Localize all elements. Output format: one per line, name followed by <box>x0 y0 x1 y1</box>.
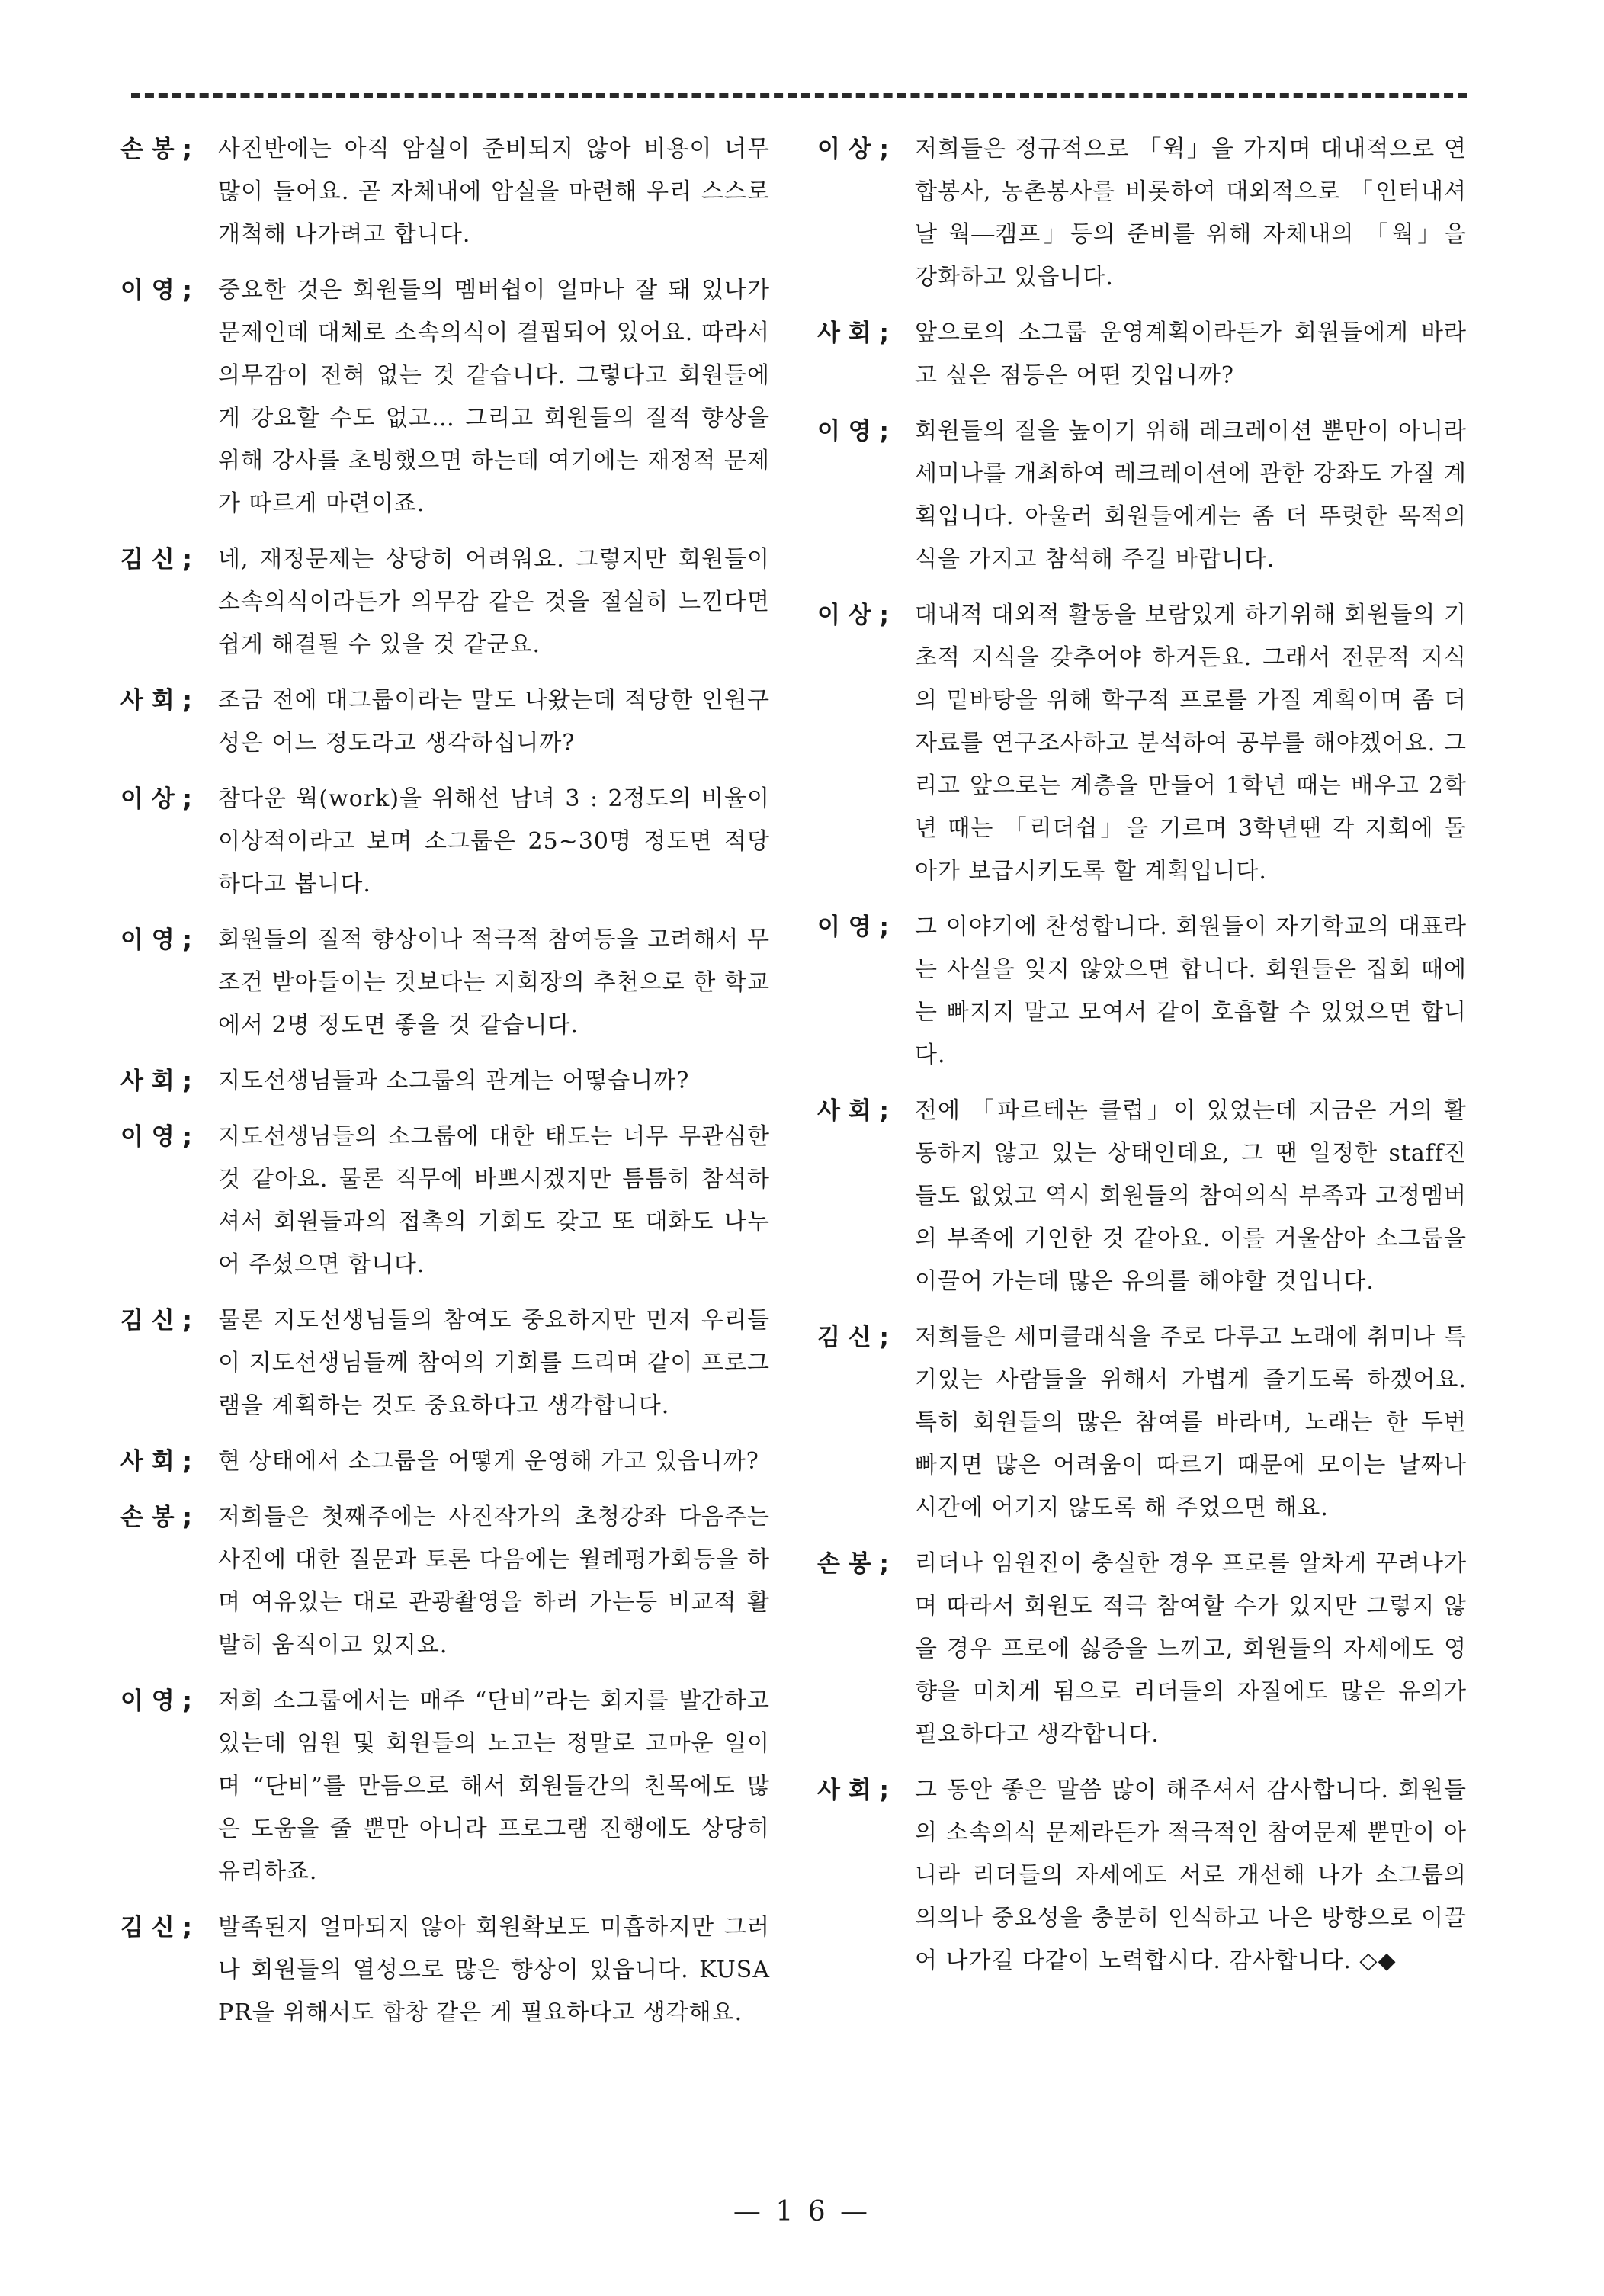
speaker-label: 사 회 ; <box>817 320 889 347</box>
dialogue-entry <box>120 1496 770 1667</box>
dialogue-text: 저희들은 정규적으로 「웍」을 가지며 대내적으로 연합봉사, 농촌봉사를 비롯하여 대외적으로 「인터내셔날 웍―캠프」등의 준비를 위해 자체내의 「웍」을 강화하고 있읍니다. <box>915 136 1467 291</box>
dialogue-entry <box>120 1299 770 1427</box>
dialogue-entry <box>120 778 770 906</box>
dialogue-text: 저희들은 세미클래식을 주로 다루고 노래에 취미나 특기있는 사람들을 위해서 가볍게 즐기도록 하겠어요. 특히 회원들의 많은 참여를 바라며, 노래는 한 두번 빠지면 많은 어려움이 따르기 때문에 모이는 날짜나 시간에 어기지 않도록 해 주었으면 해요. <box>915 1324 1467 1521</box>
dialogue-text: 리더나 임원진이 충실한 경우 프로를 알차게 꾸려나가며 따라서 회원도 적극 참여할 수가 있지만 그렇지 않을 경우 프로에 싫증을 느끼고, 회원들의 자세에도 영향을 미치게 됨으로 리더들의 자질에도 많은 유의가 필요하다고 생각합니다. <box>915 1550 1467 1748</box>
speaker-label: 이 영 ; <box>120 277 192 304</box>
speaker-label: 사 회 ; <box>120 1068 192 1095</box>
speaker-label: 김 신 ; <box>817 1324 889 1351</box>
speaker-label: 이 상 ; <box>120 785 192 813</box>
dialogue-entry <box>120 1906 770 2034</box>
page-number: — 1 6 — <box>733 2196 871 2227</box>
speaker-label: 손 봉 ; <box>120 136 192 163</box>
speaker-label: 사 회 ; <box>817 1097 889 1125</box>
dialogue-text: 조금 전에 대그룹이라는 말도 나왔는데 적당한 인원구성은 어느 정도라고 생각하십니까? <box>218 687 770 756</box>
dialogue-text: 그 이야기에 찬성합니다. 회원들이 자기학교의 대표라는 사실을 잊지 않았으면 합니다. 회원들은 집회 때에는 빠지지 말고 모여서 같이 호흡할 수 있었으면 합니다. <box>915 914 1467 1068</box>
speaker-label: 이 영 ; <box>817 914 889 941</box>
dialogue-entry <box>817 1316 1467 1530</box>
speaker-label: 사 회 ; <box>120 687 192 714</box>
right-column <box>817 128 1467 1996</box>
dialogue-text: 지도선생님들과 소그룹의 관계는 어떻습니까? <box>218 1068 690 1094</box>
dialogue-entry <box>120 269 770 525</box>
dialogue-entry <box>817 1769 1467 1983</box>
dialogue-text: 참다운 웍(work)을 위해선 남녀 3 : 2정도의 비율이 이상적이라고 보며 소그룹은 25~30명 정도면 적당하다고 봅니다. <box>218 785 770 898</box>
dialogue-entry <box>120 919 770 1047</box>
speaker-label: 이 영 ; <box>817 418 889 445</box>
dialogue-entry <box>817 410 1467 581</box>
dialogue-entry <box>120 538 770 666</box>
dialogue-entry <box>120 128 770 256</box>
dialogue-text: 대내적 대외적 활동을 보람있게 하기위해 회원들의 기초적 지식을 갖추어야 하거든요. 그래서 전문적 지식의 밑바탕을 위해 학구적 프로를 가질 계획이며 좀 더 자료를 연구조사하고 분석하여 공부를 해야겠어요. 그리고 앞으로는 계층을 만들어 1학년 때는 배우고 2학년 때는 「리더쉽」을 기르며 3학년땐 각 지회에 돌아가 보급시키도록 할 계획입니다. <box>915 602 1467 885</box>
speaker-label: 손 봉 ; <box>817 1550 889 1578</box>
speaker-label: 이 상 ; <box>817 602 889 629</box>
dialogue-text: 저희 소그룹에서는 매주 “단비”라는 회지를 발간하고 있는데 임원 및 회원들의 노고는 정말로 고마운 일이며 “단비”를 만듬으로 해서 회원들간의 친목에도 많은 도움을 줄 뿐만 아니라 프로그램 진행에도 상당히 유리하죠. <box>218 1687 770 1885</box>
speaker-label: 김 신 ; <box>120 546 192 573</box>
dialogue-entry <box>120 1680 770 1893</box>
dialogue-text: 네, 재정문제는 상당히 어려워요. 그렇지만 회원들이 소속의식이라든가 의무감 같은 것을 절실히 느낀다면 쉽게 해결될 수 있을 것 같군요. <box>218 546 770 658</box>
dialogue-text: 전에 「파르테논 클럽」이 있었는데 지금은 거의 활동하지 않고 있는 상태인데요, 그 땐 일정한 staff진들도 없었고 역시 회원들의 참여의식 부족과 고정멤버의 부족에 기인한 것 같아요. 이를 거울삼아 소그룹을 이끌어 가는데 많은 유의를 해야할 것입니다. <box>915 1097 1467 1295</box>
speaker-label: 이 영 ; <box>120 926 192 954</box>
speaker-label: 김 신 ; <box>120 1307 192 1334</box>
dialogue-entry <box>817 906 1467 1077</box>
speaker-label: 이 상 ; <box>817 136 889 163</box>
top-dashed-rule <box>131 93 1467 98</box>
speaker-label: 이 영 ; <box>120 1687 192 1715</box>
dialogue-entry <box>817 1090 1467 1303</box>
dialogue-text: 사진반에는 아직 암실이 준비되지 않아 비용이 너무 많이 들어요. 곧 자체내에 암실을 마련해 우리 스스로 개척해 나가려고 합니다. <box>218 136 770 248</box>
speaker-label: 사 회 ; <box>817 1777 889 1804</box>
dialogue-entry <box>120 1440 770 1483</box>
dialogue-text: 중요한 것은 회원들의 멤버쉽이 얼마나 잘 돼 있나가 문제인데 대체로 소속의식이 결핍되어 있어요. 따라서 의무감이 전혀 없는 것 같습니다. 그렇다고 회원들에게 강요할 수도 없고… 그리고 회원들의 질적 향상을 위해 강사를 초빙했으면 하는데 여기에는 재정적 문제가 따르게 마련이죠. <box>218 277 770 517</box>
dialogue-text: 발족된지 얼마되지 않아 회원확보도 미흡하지만 그러나 회원들의 열성으로 많은 향상이 있읍니다. KUSA PR을 위해서도 합창 같은 게 필요하다고 생각해요. <box>218 1914 770 2026</box>
dialogue-text: 지도선생님들의 소그룹에 대한 태도는 너무 무관심한 것 같아요. 물론 직무에 바쁘시겠지만 틈틈히 참석하셔서 회원들과의 접촉의 기회도 갖고 또 대화도 나누어 주셨으면 합니다. <box>218 1123 770 1278</box>
dialogue-entry <box>817 594 1467 893</box>
speaker-label: 이 영 ; <box>120 1123 192 1151</box>
dialogue-entry <box>817 312 1467 397</box>
dialogue-entry <box>120 1060 770 1103</box>
dialogue-text: 저희들은 첫째주에는 사진작가의 초청강좌 다음주는 사진에 대한 질문과 토론 다음에는 월례평가회등을 하며 여유있는 대로 관광촬영을 하러 가는등 비교적 활발히 움직이고 있지요. <box>218 1504 770 1659</box>
dialogue-text: 현 상태에서 소그룹을 어떻게 운영해 가고 있읍니까? <box>218 1448 759 1475</box>
dialogue-text: 그 동안 좋은 말씀 많이 해주셔서 감사합니다. 회원들의 소속의식 문제라든가 적극적인 참여문제 뿐만이 아니라 리더들의 자세에도 서로 개선해 나가 소그룹의 의의나 중요성을 충분히 인식하고 나은 방향으로 이끌어 나가길 다같이 노력합시다. 감사합니다. ◇◆ <box>915 1777 1467 1974</box>
speaker-label: 손 봉 ; <box>120 1504 192 1531</box>
dialogue-entry <box>817 128 1467 299</box>
dialogue-entry <box>817 1543 1467 1756</box>
dialogue-entry <box>120 679 770 765</box>
dialogue-text: 물론 지도선생님들의 참여도 중요하지만 먼저 우리들이 지도선생님들께 참여의 기회를 드리며 같이 프로그램을 계획하는 것도 중요하다고 생각합니다. <box>218 1307 770 1419</box>
dialogue-text: 회원들의 질을 높이기 위해 레크레이션 뿐만이 아니라 세미나를 개최하여 레크레이션에 관한 강좌도 가질 계획입니다. 아울러 회원들에게는 좀 더 뚜렷한 목적의식을 가지고 참석해 주길 바랍니다. <box>915 418 1467 573</box>
left-column <box>120 128 770 2047</box>
dialogue-text: 앞으로의 소그룹 운영계획이라든가 회원들에게 바라고 싶은 점등은 어떤 것입니까? <box>915 320 1467 389</box>
dialogue-entry <box>120 1116 770 1286</box>
speaker-label: 김 신 ; <box>120 1914 192 1941</box>
speaker-label: 사 회 ; <box>120 1448 192 1476</box>
dialogue-text: 회원들의 질적 향상이나 적극적 참여등을 고려해서 무조건 받아들이는 것보다는 지회장의 추천으로 한 학교에서 2명 정도면 좋을 것 같습니다. <box>218 926 770 1039</box>
